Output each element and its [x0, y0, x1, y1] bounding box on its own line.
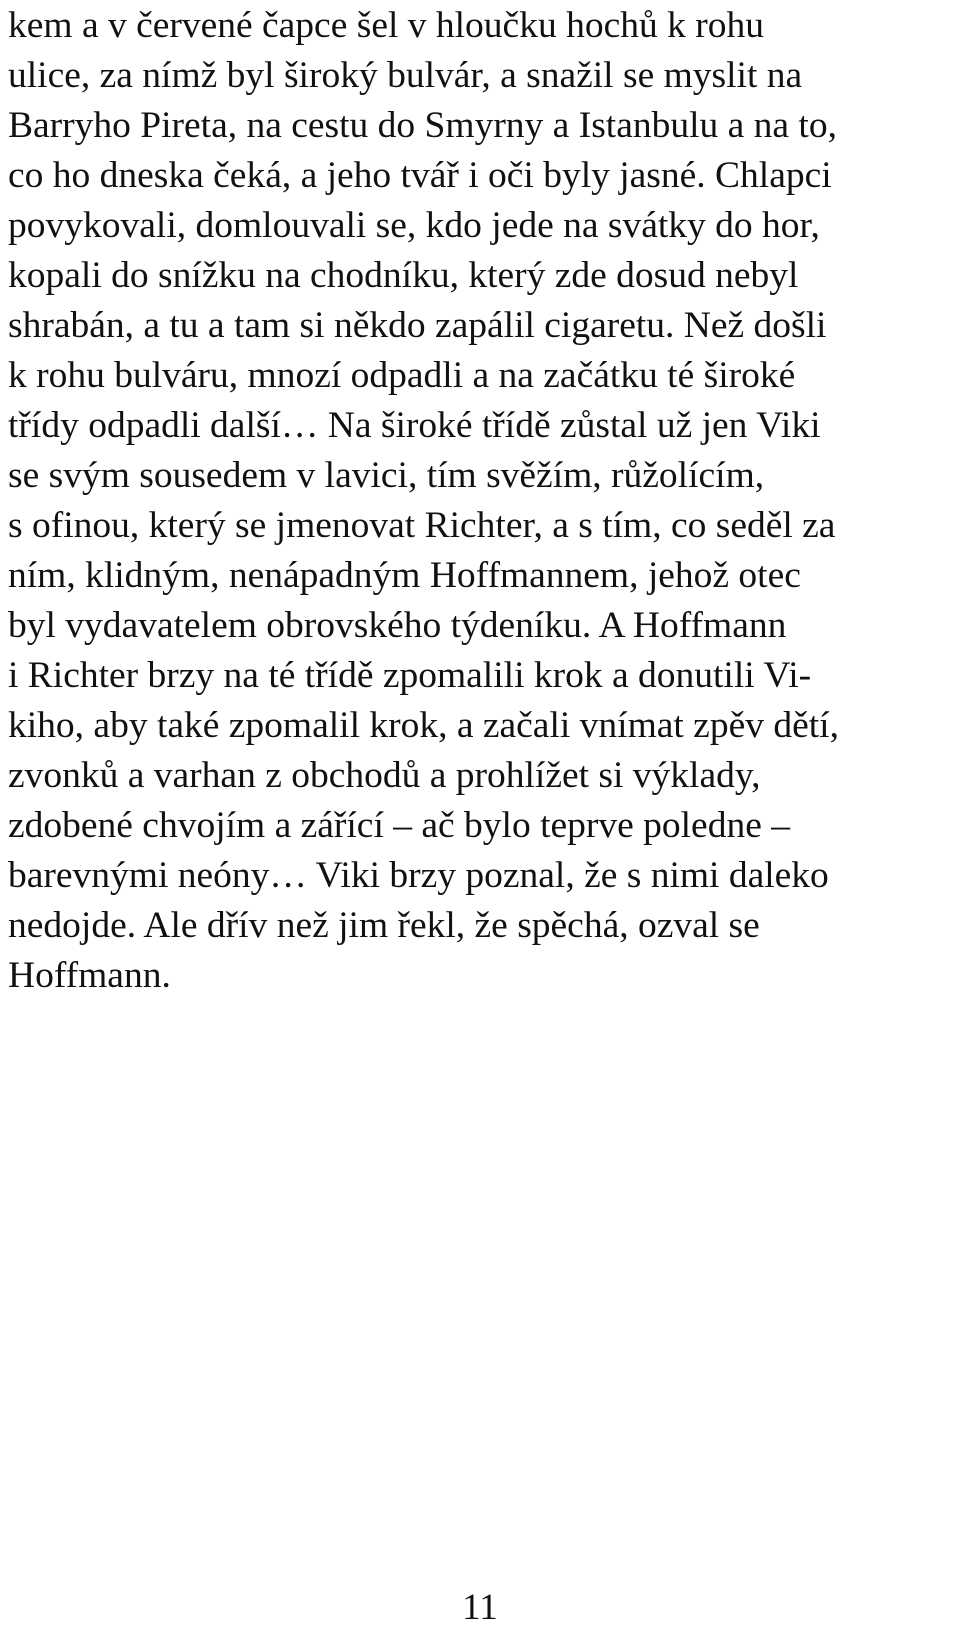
text-line: povykovali, domlouvali se, kdo jede na svátky do hor,	[8, 205, 820, 246]
text-line: shrabán, a tu a tam si někdo zapálil cigaretu. Než došli	[8, 305, 827, 346]
text-line: ulice, za nímž byl široký bulvár, a snažil se myslit na	[8, 55, 803, 96]
body-text	[8, 1, 953, 1001]
page-number: 11	[462, 1587, 498, 1628]
text-line: i Richter brzy na té třídě zpomalili krok a donutili Vi-	[8, 655, 812, 696]
text-line: ním, klidným, nenápadným Hoffmannem, jehož otec	[8, 555, 801, 596]
text-line: kopali do snížku na chodníku, který zde dosud nebyl	[8, 255, 799, 296]
text-line: zvonků a varhan z obchodů a prohlížet si výklady,	[8, 755, 761, 796]
text-line: s ofinou, který se jmenovat Richter, a s tím, co seděl za	[8, 505, 836, 546]
text-line: byl vydavatelem obrovského týdeníku. A Hoffmann	[8, 605, 787, 646]
text-line: zdobené chvojím a zářící – ač bylo teprve poledne –	[8, 805, 790, 846]
text-line: Barryho Pireta, na cestu do Smyrny a Istanbulu a na to,	[8, 105, 837, 146]
text-line: kem a v červené čapce šel v hloučku hochů k rohu	[8, 5, 764, 46]
text-line: třídy odpadli další… Na široké třídě zůstal už jen Viki	[8, 405, 821, 446]
text-line: Hoffmann.	[8, 955, 171, 996]
text-line: nedojde. Ale dřív než jim řekl, že spěchá, ozval se	[8, 905, 760, 946]
text-line: se svým sousedem v lavici, tím svěžím, růžolícím,	[8, 455, 765, 496]
text-line: co ho dneska čeká, a jeho tvář i oči byly jasné. Chlapci	[8, 155, 832, 196]
text-line: kiho, aby také zpomalil krok, a začali vnímat zpěv dětí,	[8, 705, 839, 746]
text-line: k rohu bulváru, mnozí odpadli a na začátku té široké	[8, 355, 796, 396]
text-line: barevnými neóny… Viki brzy poznal, že s nimi daleko	[8, 855, 829, 896]
